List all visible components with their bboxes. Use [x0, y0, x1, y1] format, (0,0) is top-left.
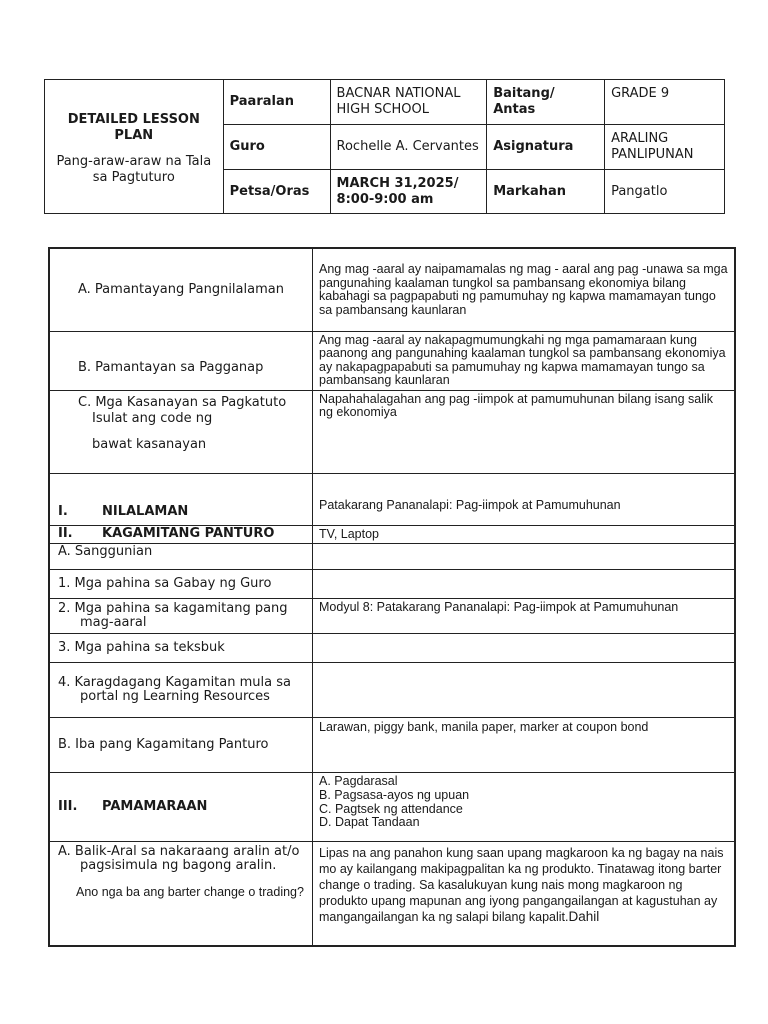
kagamitan-label: KAGAMITANG PANTURO — [102, 525, 275, 541]
nilalaman-value: Patakarang Pananalapi: Pag-iimpok at Pamumuhunan — [313, 473, 736, 525]
table-row — [49, 473, 735, 525]
pamamaraan-item: D. Dapat Tandaan — [319, 815, 420, 830]
pamamaraan-num: III. — [58, 799, 78, 815]
sanggunian-label: A. Sanggunian — [49, 544, 313, 570]
kagamitan-value: TV, Laptop — [313, 525, 736, 544]
kasanayan-note-2: bawat kasanayan — [92, 436, 207, 452]
pagganap-value: Ang mag -aaral ay nakapagmumungkahi ng mga pamamaraan kung paanong ang pangunahing kaalaman tungkol sa pambansang ekonomiya ay nakapagpapabuti sa pamumuhay ng kapwa mamamayan tungo sa pambansang kaunlaran — [313, 331, 736, 390]
nilalaman-label: NILALAMAN — [102, 503, 189, 519]
petsa-value: MARCH 31,2025/ 8:00-9:00 am — [330, 170, 487, 214]
asignatura-label: Asignatura — [487, 125, 605, 170]
guro-value: Rochelle A. Cervantes — [330, 125, 487, 170]
table-row — [49, 525, 735, 544]
kasanayan-label: C. Mga Kasanayan sa Pagkatuto — [78, 394, 287, 410]
table-row — [49, 248, 735, 331]
nilalaman-label-cell — [49, 473, 313, 525]
pamantayang-label: A. Pamantayang Pangnilalaman — [78, 281, 284, 297]
teksbuk-value — [313, 634, 736, 663]
balik-value-cell — [313, 842, 736, 946]
gabay-label: 1. Mga pahina sa Gabay ng Guro — [49, 570, 313, 599]
table-row — [49, 570, 735, 599]
pamamaraan-item: A. Pagdarasal — [319, 774, 398, 789]
pamamaraan-list — [313, 773, 736, 842]
iba-label: B. Iba pang Kagamitang Panturo — [49, 718, 313, 773]
kasanayan-note-1: Isulat ang code ng — [92, 410, 213, 426]
gabay-value — [313, 570, 736, 599]
markahan-label: Markahan — [487, 170, 605, 214]
balik-label: A. Balik-Aral sa nakaraang aralin at/o pagsisimula ng bagong aralin. — [58, 844, 300, 874]
table-row — [49, 773, 735, 842]
pamamaraan-label: PAMAMARAAN — [102, 799, 208, 815]
table-row — [49, 842, 735, 946]
balik-question: Ano nga ba ang barter change o trading? — [76, 885, 304, 900]
portal-value — [313, 663, 736, 718]
nilalaman-num: I. — [58, 503, 68, 519]
guro-label: Guro — [223, 125, 330, 170]
kagamitang-label-cell — [49, 599, 313, 634]
pagganap-label-cell — [49, 331, 313, 390]
table-row — [49, 634, 735, 663]
pamantayang-value: Ang mag -aaral ay naipamamalas ng mag - aaral ang pag -unawa sa mga pangunahing kaalaman tungkol sa pambansang ekonomiya bilang kabahagi sa pagpapabuti ng pamumuhay ng kapwa mamamayan tungo sa pambansang kaunlaran — [313, 248, 736, 331]
portal-label: 4. Karagdagang Kagamitan mula sa portal ng Learning Resources — [58, 675, 291, 705]
kagamitan-num: II. — [58, 525, 73, 541]
kagamitan-label-cell — [49, 525, 313, 544]
balik-label-cell — [49, 842, 313, 946]
document-title: DETAILED LESSON PLAN — [67, 111, 200, 143]
balik-value: Lipas na ang panahon kung saan upang magkaroon ka ng bagay na nais mo ay kailangang makipagpalitan ka ng produkto. Tinatawag itong barter change o trading. Sa kasalukuyan kung nais mong magkaroon ng produkto upang mapunan ang iyong pangangailangan at kagustuhan ay mangangailangan ka ng salapi bilang kapalit. — [319, 846, 724, 925]
balik-question-wrap — [40, 873, 304, 899]
paaralan-value: BACNAR NATIONAL HIGH SCHOOL — [330, 80, 487, 125]
kasanayan-label-cell — [49, 390, 313, 473]
table-row — [49, 390, 735, 473]
petsa-label: Petsa/Oras — [223, 170, 330, 214]
balik-tail: Dahil — [568, 909, 600, 925]
lesson-plan-table — [48, 247, 736, 947]
table-row — [49, 663, 735, 718]
baitang-label: Baitang/ Antas — [487, 80, 605, 125]
table-row — [49, 544, 735, 570]
table-row — [49, 599, 735, 634]
sanggunian-value — [313, 544, 736, 570]
table-row — [49, 331, 735, 390]
paaralan-label: Paaralan — [223, 80, 330, 125]
header-title-cell — [45, 80, 224, 214]
baitang-value: GRADE 9 — [605, 80, 725, 125]
kasanayan-value: Napahahalagahan ang pag -iimpok at pamumuhunan bilang isang salik ng ekonomiya — [313, 390, 736, 473]
pamamaraan-item: B. Pagsasa-ayos ng upuan — [319, 788, 470, 803]
iba-value: Larawan, piggy bank, manila paper, marker at coupon bond — [313, 718, 736, 773]
pagganap-label: B. Pamantayan sa Pagganap — [78, 359, 264, 375]
kagamitang-label: 2. Mga pahina sa kagamitang pang mag-aaral — [58, 601, 288, 631]
pamantayang-label-cell — [49, 248, 313, 331]
portal-label-cell — [49, 663, 313, 718]
document-subtitle: Pang-araw-araw na Tala sa Pagtuturo — [56, 153, 212, 185]
teksbuk-label: 3. Mga pahina sa teksbuk — [49, 634, 313, 663]
pamamaraan-label-cell — [49, 773, 313, 842]
markahan-value: Pangatlo — [605, 170, 725, 214]
pamamaraan-item: C. Pagtsek ng attendance — [319, 801, 463, 816]
table-row — [49, 718, 735, 773]
kagamitang-value: Modyul 8: Patakarang Pananalapi: Pag-iimpok at Pamumuhunan — [313, 599, 736, 634]
header-table — [44, 79, 725, 214]
asignatura-value: ARALING PANLIPUNAN — [605, 125, 725, 170]
